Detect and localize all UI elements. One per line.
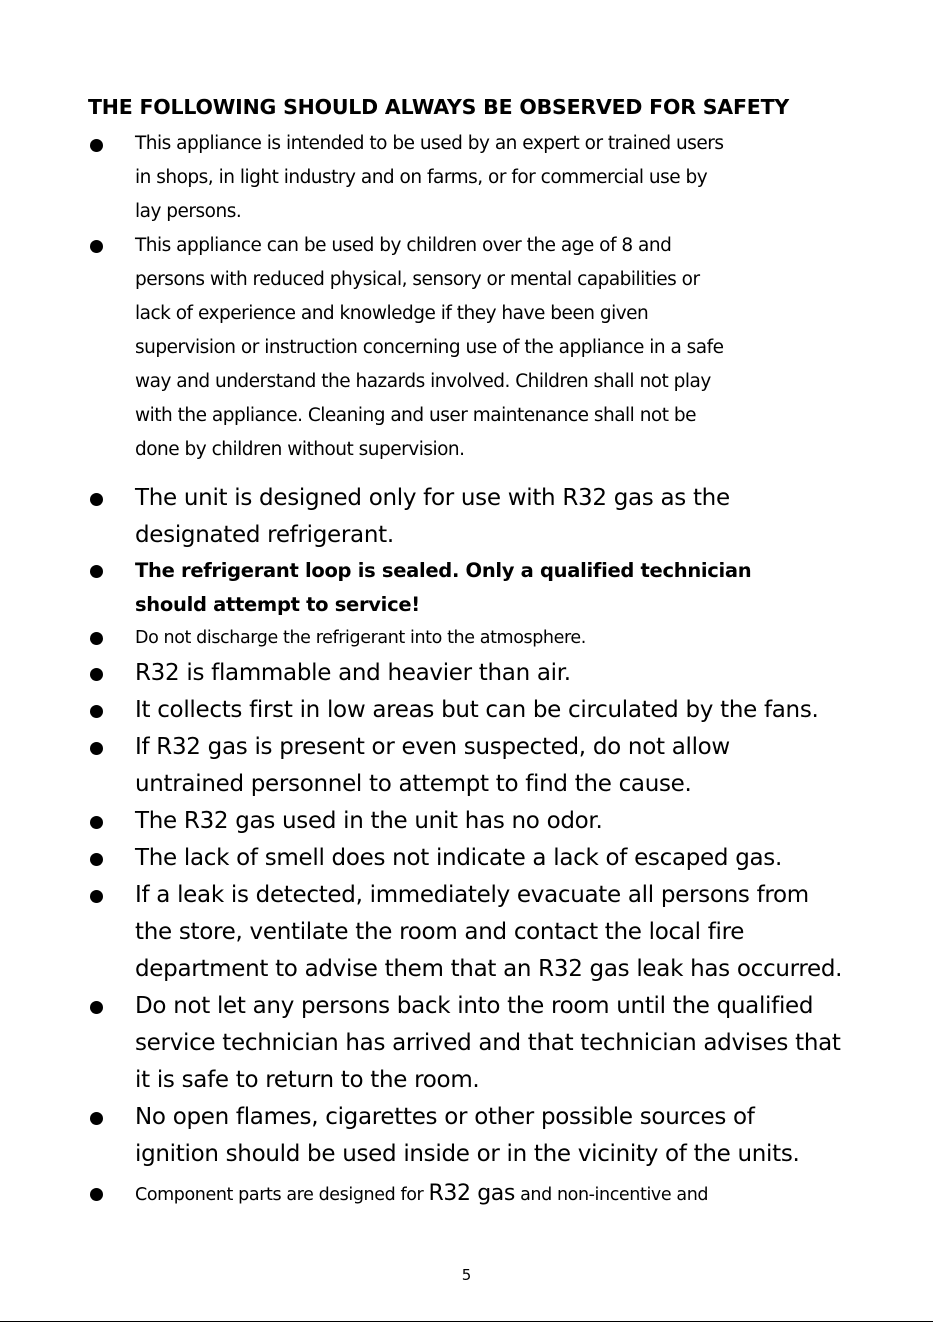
safety-item [135,803,915,840]
safety-item [135,988,915,1100]
safety-item [135,1177,915,1212]
bullet-icon [90,668,103,681]
item-line: untrained personnel to attempt to find the cause. [135,771,692,798]
safety-item [135,877,915,989]
bullet-icon [90,240,103,253]
item-line: service technician has arrived and that technician advises that [135,1030,841,1057]
bullet-icon [90,632,103,645]
item-line: ignition should be used inside or in the vicinity of the units. [135,1141,800,1168]
safety-item-emphasis [135,554,915,622]
item-line: done by children without supervision. [135,439,465,460]
item-line: This appliance can be used by children over the age of 8 and [135,235,672,256]
safety-item [135,840,915,877]
item-line: designated refrigerant. [135,522,394,549]
bullet-icon [90,139,103,152]
bullet-icon [90,565,103,578]
item-line: in shops, in light industry and on farms, or for commercial use by [135,167,708,188]
safety-item [135,621,915,655]
safety-item [135,655,915,692]
bullet-icon [90,1112,103,1125]
item-line: The unit is designed only for use with R32 gas as the [135,485,730,511]
bullet-icon [90,890,103,903]
item-line: The refrigerant loop is sealed. Only a qualified technician [135,559,752,582]
item-line: should attempt to service! [135,593,420,616]
bullet-icon [90,742,103,755]
item-line: lay persons. [135,201,242,222]
bullet-icon [90,853,103,866]
item-line: supervision or instruction concerning use of the appliance in a safe [135,337,724,358]
item-line: Do not discharge the refrigerant into the atmosphere. [135,628,586,648]
item-text-part: R32 gas [428,1181,515,1206]
safety-item [135,480,915,554]
item-line: it is safe to return to the room. [135,1067,480,1094]
bullet-icon [90,1188,103,1201]
bottom-rule [0,1321,933,1322]
item-line: The lack of smell does not indicate a lack of escaped gas. [135,845,782,871]
bullet-icon [90,493,103,506]
safety-item [135,127,915,229]
bullet-icon [90,705,103,718]
item-line: department to advise them that an R32 gas leak has occurred. [135,956,843,983]
safety-item [135,1099,915,1173]
page-number: 5 [461,1266,472,1284]
item-text-part: and non-incentive and [514,1185,709,1205]
item-text-part: Component parts are designed for [135,1185,429,1205]
item-line: way and understand the hazards involved. Children shall not play [135,371,711,392]
item-line: No open flames, cigarettes or other possible sources of [135,1104,755,1130]
item-line: persons with reduced physical, sensory or mental capabilities or [135,269,700,290]
item-line: If R32 gas is present or even suspected, do not allow [135,734,730,760]
item-line: with the appliance. Cleaning and user maintenance shall not be [135,405,696,426]
bullet-icon [90,1001,103,1014]
bullet-icon [90,816,103,829]
safety-item [135,729,915,803]
item-line: lack of experience and knowledge if they have been given [135,303,649,324]
item-line: It collects first in low areas but can be circulated by the fans. [135,697,819,723]
item-line: the store, ventilate the room and contact the local fire [135,919,745,946]
item-line: R32 is flammable and heavier than air. [135,660,571,686]
item-line: Do not let any persons back into the room until the qualified [135,993,814,1019]
item-line: If a leak is detected, immediately evacuate all persons from [135,882,809,908]
safety-item [135,692,915,729]
section-heading: THE FOLLOWING SHOULD ALWAYS BE OBSERVED FOR SAFETY [88,95,789,119]
item-line: This appliance is intended to be used by an expert or trained users [135,133,724,154]
item-line: The R32 gas used in the unit has no odor. [135,808,603,834]
safety-item [135,229,915,467]
